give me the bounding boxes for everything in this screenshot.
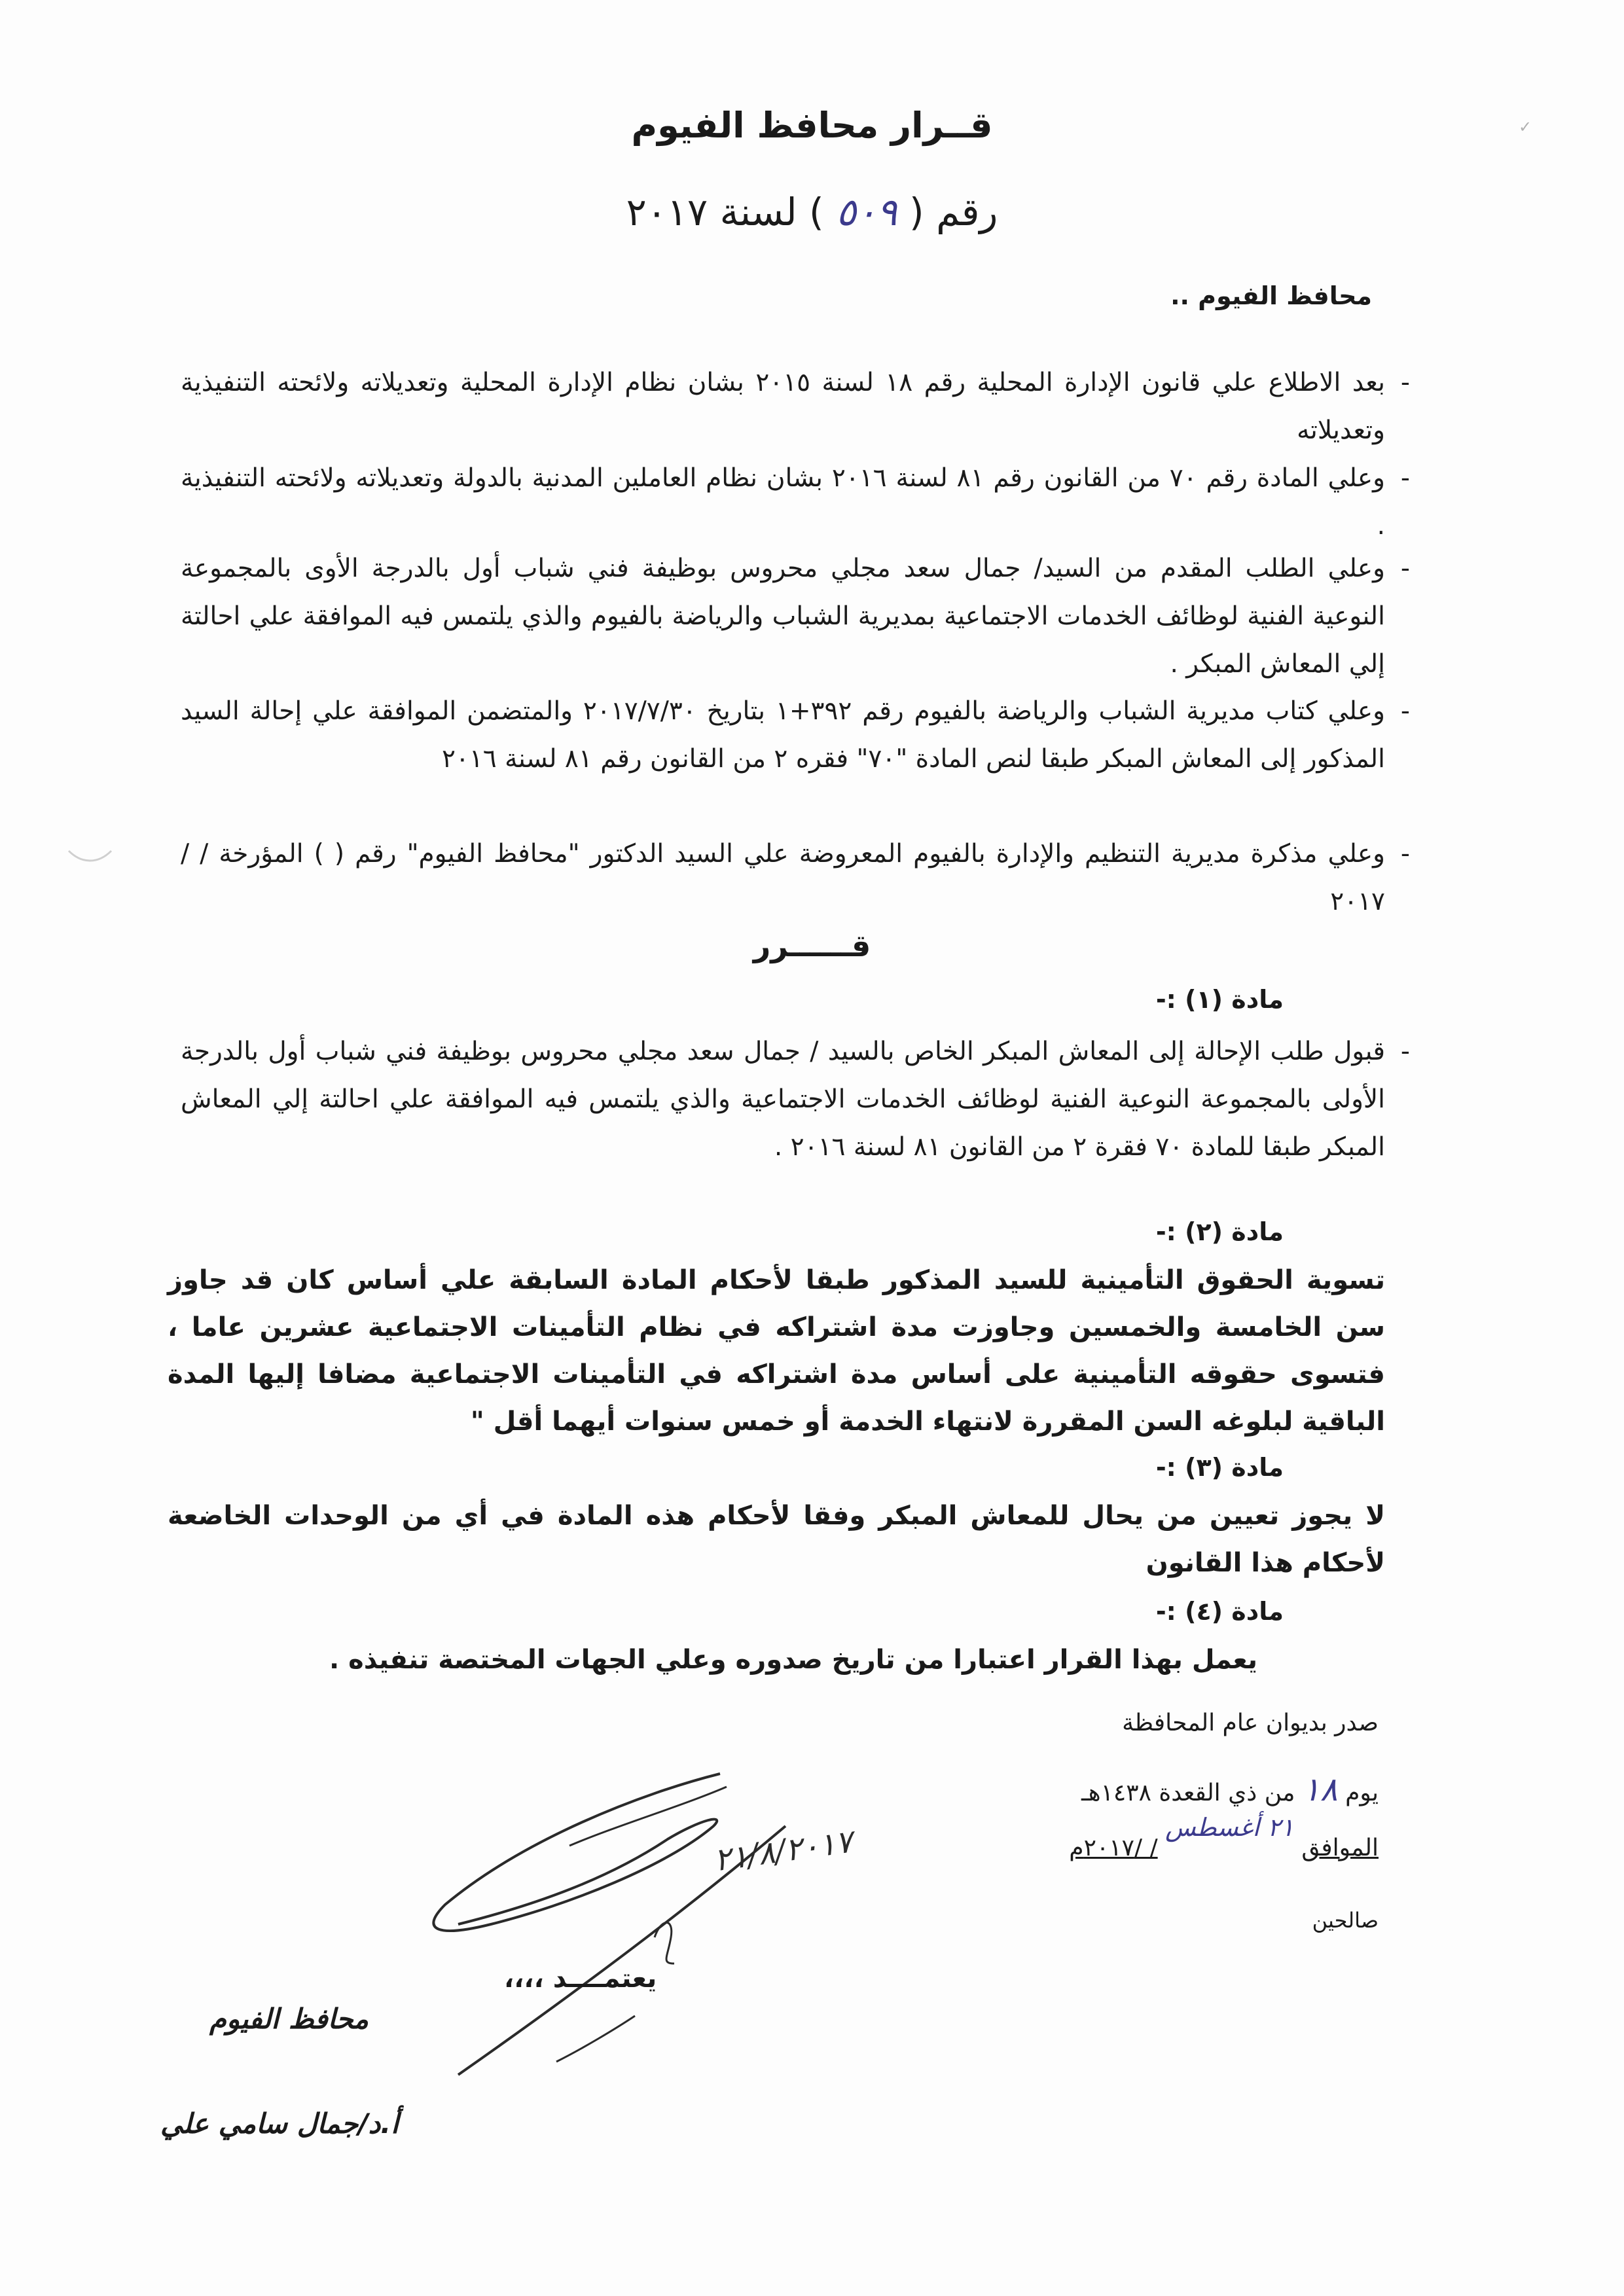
bullet-dash: - <box>1400 463 1410 493</box>
scan-mark: ✓ <box>1519 118 1532 136</box>
signatory-title: محافظ الفيوم <box>209 2003 369 2035</box>
gregorian-handwritten: ٢١ أغسطس <box>1165 1813 1294 1842</box>
document-title: قــرار محافظ الفيوم <box>631 105 993 146</box>
decision-number-handwritten: ٥٠٩ <box>836 190 897 234</box>
preamble-item: - وعلي كتاب مديرية الشباب والرياضة بالفيوم رقم ٣٩٢+١ بتاريخ ٢٠١٧/٧/٣٠ والمتضمن الموافقة علي إحالة السيد المذكور إلى المعاش المبكر طبقا لنص المادة "٧٠" فقره ٢ من القانون رقم ٨١ لسنة ٢٠١٦ <box>181 687 1385 783</box>
bullet-dash: - <box>1400 839 1410 869</box>
hijri-date: يوم ١٨ من ذي القعدة ١٤٣٨هـ <box>1081 1770 1379 1808</box>
gregorian-date: الموافق ٢١ أغسطس / /٢٠١٧م <box>1069 1813 1379 1861</box>
bullet-dash: - <box>1400 1037 1410 1066</box>
article-4-text: يعمل بهذا القرار اعتبارا من تاريخ صدوره وعلي الجهات المختصة تنفيذه . <box>329 1645 1257 1675</box>
bullet-dash: - <box>1400 554 1410 583</box>
preamble-item: - وعلي مذكرة مديرية التنظيم والإدارة بالفيوم المعروضة علي السيد الدكتور "محافظ الفيوم" رقم ( ) المؤرخة / / ٢٠١٧ <box>181 830 1385 925</box>
signature-drawing <box>419 1767 838 2108</box>
preamble-item: - وعلي الطلب المقدم من السيد/ جمال سعد مجلي محروس بوظيفة فني شباب أول بالدرجة الأوى بالمجموعة النوعية الفنية لوظائف الخدمات الاجتماعية بمديرية الشباب والرياضة بالفيوم والذي يلتمس فيه الموافقة علي احالتة إلي المعاش المبكر . <box>181 545 1385 688</box>
approval-note: صالحين <box>1312 1908 1379 1933</box>
preamble-item: - وعلي المادة رقم ٧٠ من القانون رقم ٨١ لسنة ٢٠١٦ بشان نظام العاملين المدنية بالدولة وتعديلاته ولائحته التنفيذية . <box>181 454 1385 550</box>
signatory-name: أ.د/جمال سامي علي <box>160 2108 399 2140</box>
decision-number-suffix: ) لسنة ٢٠١٧ <box>626 190 824 234</box>
decision-number-prefix: رقم ( <box>909 190 998 234</box>
handwritten-approval-date: ٢١/٨/٢٠١٧ <box>712 1823 855 1879</box>
article-1-label: مادة (١) :- <box>1155 985 1284 1014</box>
article-1-text: - قبول طلب الإحالة إلى المعاش المبكر الخاص بالسيد / جمال سعد مجلي محروس بوظيفة فني شباب أول بالدرجة الأولى بالمجموعة النوعية الفنية لوظائف الخدمات الاجتماعية والذي يلتمس فيه الموافقة علي احالتة إلي المعاش المبكر طبقا للمادة ٧٠ فقرة ٢ من القانون ٨١ لسنة ٢٠١٦ . <box>181 1028 1385 1171</box>
preamble-item: - بعد الاطلاع علي قانون الإدارة المحلية رقم ١٨ لسنة ٢٠١٥ بشان نظام الإدارة المحلية وتعديلاته ولائحته التنفيذية وتعديلاته <box>181 359 1385 454</box>
article-2-text: تسوية الحقوق التأمينية للسيد المذكور طبقا لأحكام المادة السابقة علي أساس كان قد جاوز سن الخامسة والخمسين وجاوزت مدة اشتراكه في نظام التأمينات الاجتماعية عشرين عاما ، فتسوى حقوقه التأمينية على أساس مدة اشتراكه في التأمينات الاجتماعية مضافا إليها المدة الباقية لبلوغه السن المقررة لانتهاء الخدمة أو خمس سنوات أيهما أقل " <box>168 1265 1385 1437</box>
article-4-label: مادة (٤) :- <box>1155 1597 1284 1626</box>
article-3-text: لا يجوز تعيين من يحال للمعاش المبكر وفقا لأحكام هذه المادة في أي من الوحدات الخاضعة لأحكام هذا القانون <box>168 1501 1385 1578</box>
issued-at: صدر بديوان عام المحافظة <box>1122 1710 1379 1736</box>
decides-heading: قــــــرر <box>753 928 871 963</box>
article-3-label: مادة (٣) :- <box>1155 1453 1284 1482</box>
governor-heading: محافظ الفيوم .. <box>1170 281 1372 310</box>
approved-label: يعتمــــد ،،،، <box>504 1964 657 1994</box>
bullet-dash: - <box>1400 696 1410 726</box>
bullet-dash: - <box>1400 368 1410 397</box>
article-2-label: مادة (٢) :- <box>1155 1217 1284 1246</box>
decision-number <box>0 190 1624 234</box>
hijri-day-handwritten: ١٨ <box>1302 1770 1338 1808</box>
scan-mark <box>65 831 118 870</box>
